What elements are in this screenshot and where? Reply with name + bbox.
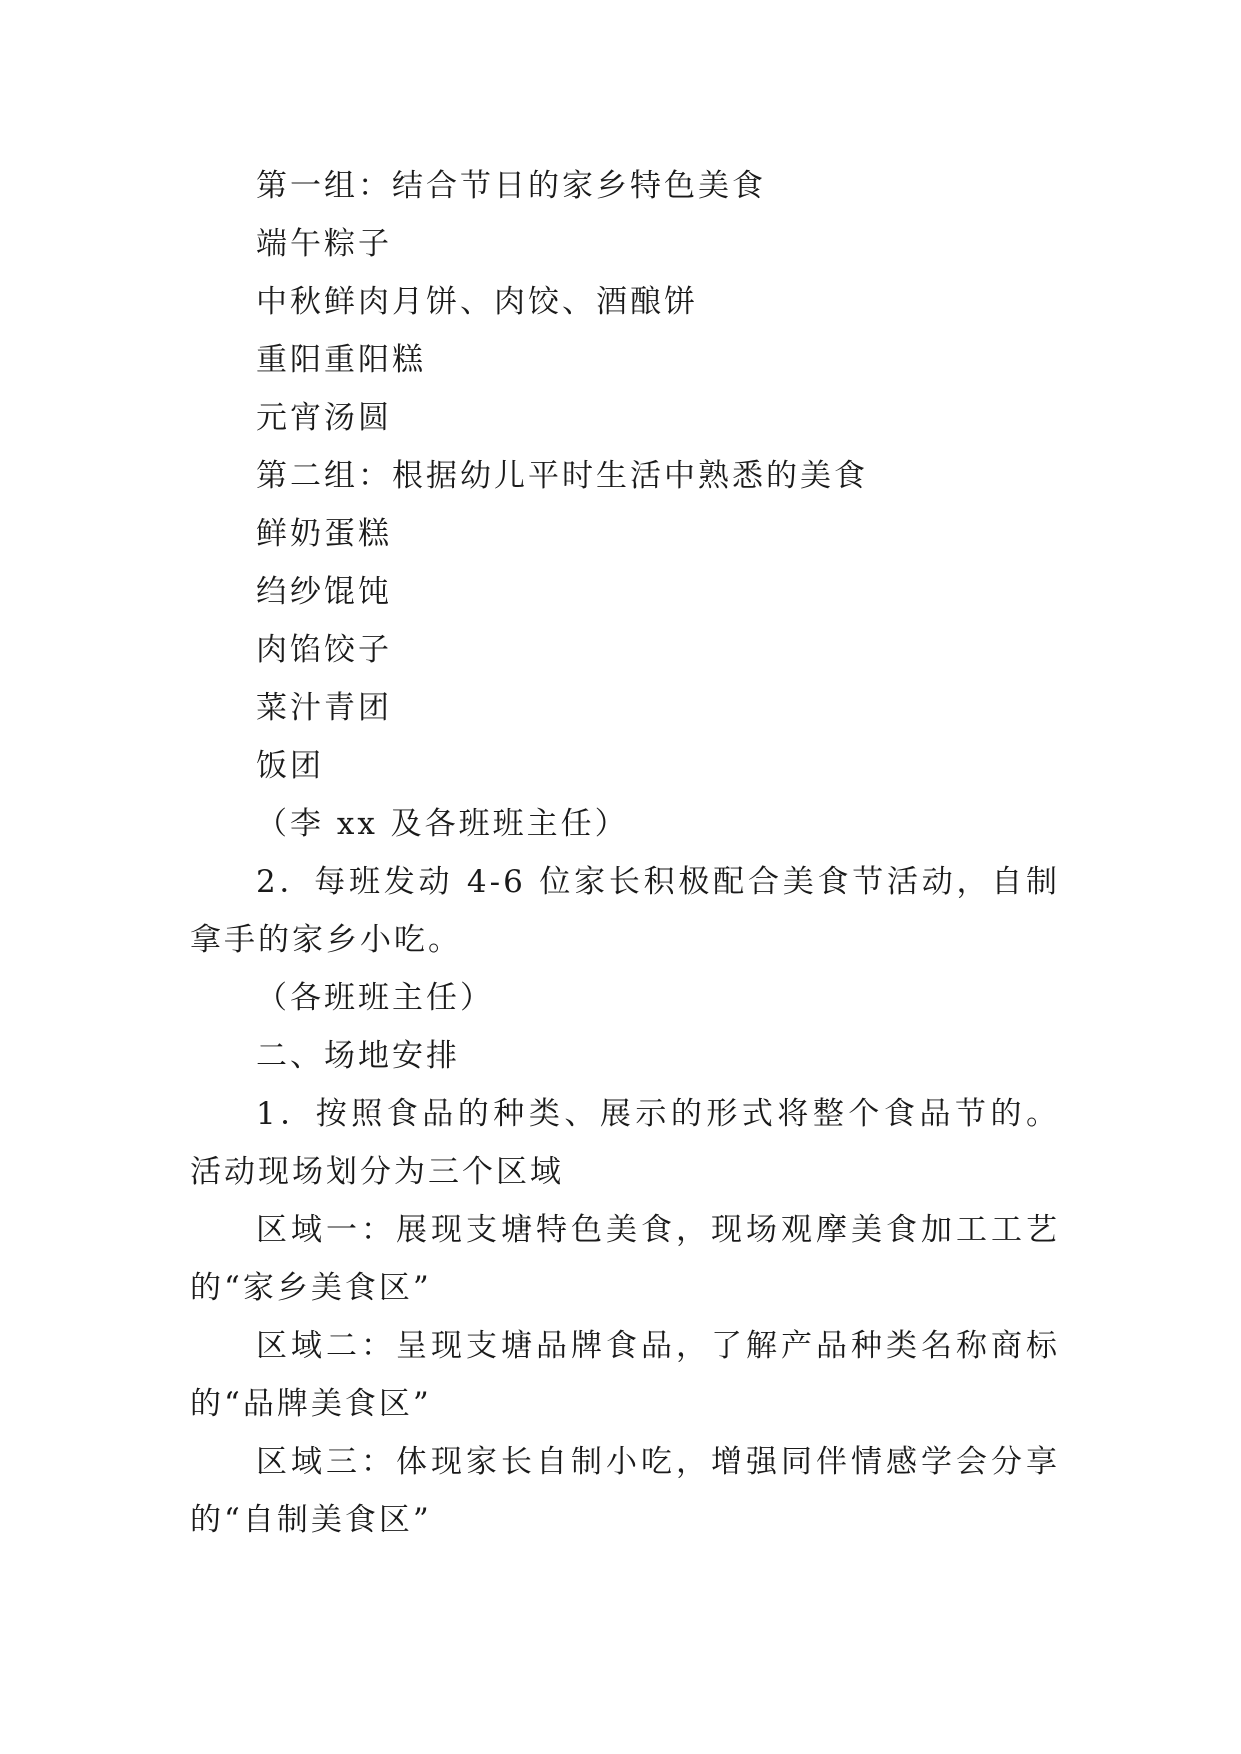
food-item-milk-cake: 鲜奶蛋糕: [256, 516, 392, 552]
zone-two: 区域二：呈现支塘品牌食品，了解产品种类名称商标的“品牌美食区”: [190, 1328, 1060, 1422]
section-heading-venue: 二、场地安排: [256, 1038, 460, 1074]
food-item-rice-ball: 饭团: [256, 748, 324, 784]
responsible-note-2: （各班班主任）: [256, 980, 494, 1016]
food-item-mooncake: 中秋鲜肉月饼、肉饺、酒酿饼: [256, 284, 698, 320]
food-item-zongzi: 端午粽子: [256, 226, 392, 262]
food-item-wonton: 绉纱馄饨: [256, 574, 392, 610]
group-two-heading: 第二组：根据幼儿平时生活中熟悉的美食: [256, 458, 868, 494]
document-body: [190, 157, 1060, 1549]
food-item-tangyuan: 元宵汤圆: [256, 400, 392, 436]
responsible-note-1: （李 xx 及各班班主任）: [256, 806, 629, 842]
food-item-qingtuan: 菜汁青团: [256, 690, 392, 726]
item-1-zones: 1．按照食品的种类、展示的形式将整个食品节的。活动现场划分为三个区域: [190, 1096, 1060, 1190]
zone-three: 区域三：体现家长自制小吃，增强同伴情感学会分享的“自制美食区”: [190, 1444, 1060, 1538]
group-one-heading: 第一组：结合节日的家乡特色美食: [256, 168, 766, 204]
zone-one: 区域一：展现支塘特色美食，现场观摩美食加工工艺的“家乡美食区”: [190, 1212, 1060, 1306]
item-2-parents: 2．每班发动 4-6 位家长积极配合美食节活动，自制拿手的家乡小吃。: [190, 864, 1060, 958]
food-item-chongyang-cake: 重阳重阳糕: [256, 342, 426, 378]
food-item-dumplings: 肉馅饺子: [256, 632, 392, 668]
